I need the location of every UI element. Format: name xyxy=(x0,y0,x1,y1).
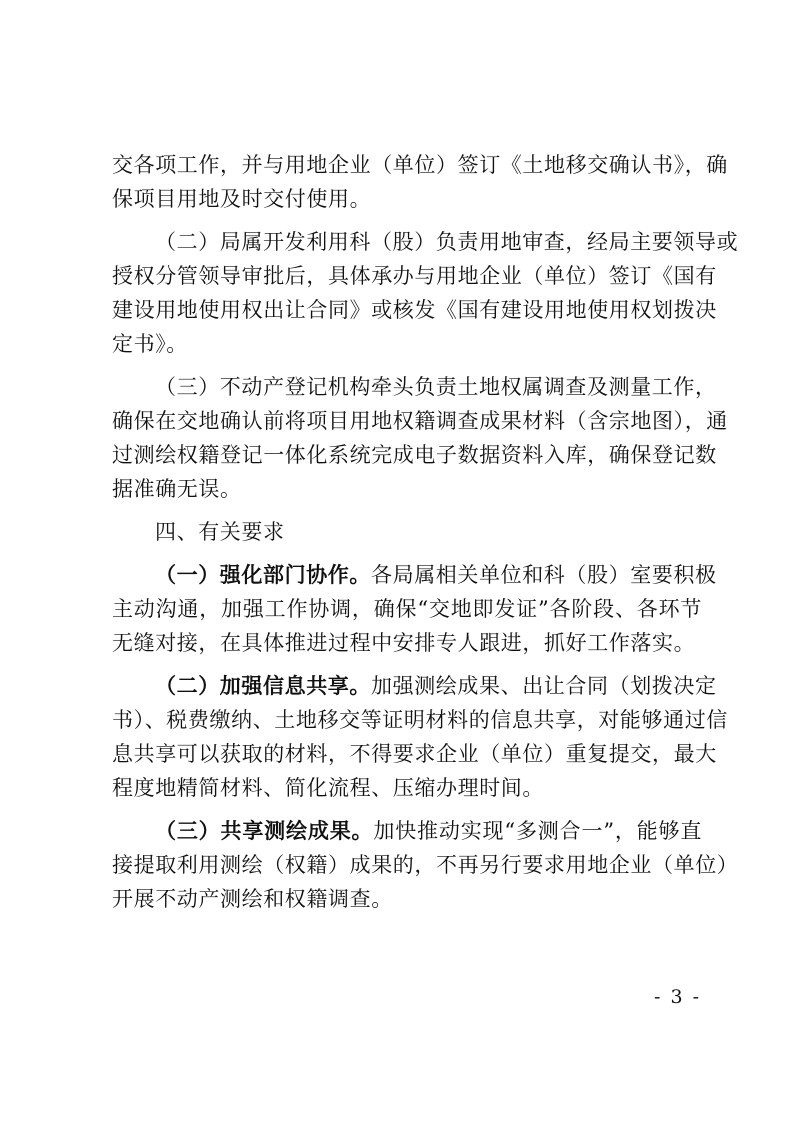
text-line: 据准确无误。 xyxy=(112,477,242,501)
text-line: 主动沟通，加强工作协调，确保“交地即发证”各阶段、各环节 xyxy=(112,597,702,621)
text-span: 加强测绘成果、出让合同（划拨决定 xyxy=(371,674,717,698)
text-line xyxy=(112,558,717,592)
item-heading: （三）共享测绘成果。 xyxy=(155,818,374,843)
text-line: 交各项工作，并与用地企业（单位）签订《土地移交确认书》，确 xyxy=(112,153,728,177)
text-line: （三）不动产登记机构牵头负责土地权属调查及测量工作， xyxy=(155,375,717,399)
text-line: 书）、税费缴纳、土地移交等证明材料的信息共享，对能够通过信 xyxy=(112,708,728,732)
text-line: 接提取利用测绘（权籍）成果的，不再另行要求用地企业（单位） xyxy=(112,853,739,877)
text-line: （二）局属开发利用科（股）负责用地审查，经局主要领导或 xyxy=(155,230,739,254)
text-line: 建设用地使用权出让合同》或核发《国有建设用地使用权划拨决 xyxy=(112,298,717,322)
paragraph-land-review xyxy=(112,225,739,361)
text-line: 无缝对接，在具体推进过程中安排专人跟进，抓好工作落实。 xyxy=(112,631,696,655)
text-line xyxy=(112,669,717,703)
text-span: 加快推动实现“多测合一”，能够直 xyxy=(373,819,702,843)
text-line: 程度地精简材料、简化流程、压缩办理时间。 xyxy=(112,776,544,800)
body-text xyxy=(112,148,739,916)
text-line: 开展不动产测绘和权籍调查。 xyxy=(112,887,393,911)
text-span: 各局属相关单位和科（股）室要积极 xyxy=(371,563,717,587)
text-line: 授权分管领导审批后，具体承办与用地企业（单位）签订《国有 xyxy=(112,264,717,288)
paragraph-survey-sharing xyxy=(112,814,739,916)
paragraph-coordination xyxy=(112,558,717,660)
section-heading: 四、有关要求 xyxy=(155,520,285,544)
item-heading: （一）强化部门协作。 xyxy=(155,562,371,587)
page-number: - 3 - xyxy=(653,986,701,1008)
text-line: 息共享可以获取的材料，不得要求企业（单位）重复提交，最大 xyxy=(112,742,717,766)
text-line: 保项目用地及时交付使用。 xyxy=(112,187,372,211)
text-line: 确保在交地确认前将项目用地权籍调查成果材料（含宗地图），通 xyxy=(112,409,728,433)
item-heading: （二）加强信息共享。 xyxy=(155,673,371,698)
paragraph-info-sharing xyxy=(112,669,728,805)
text-line: 过测绘权籍登记一体化系统完成电子数据资料入库，确保登记数 xyxy=(112,443,717,467)
text-line xyxy=(112,814,702,848)
text-line: 定书》。 xyxy=(112,332,188,356)
paragraph-handover xyxy=(112,148,728,216)
paragraph-survey xyxy=(112,370,728,506)
